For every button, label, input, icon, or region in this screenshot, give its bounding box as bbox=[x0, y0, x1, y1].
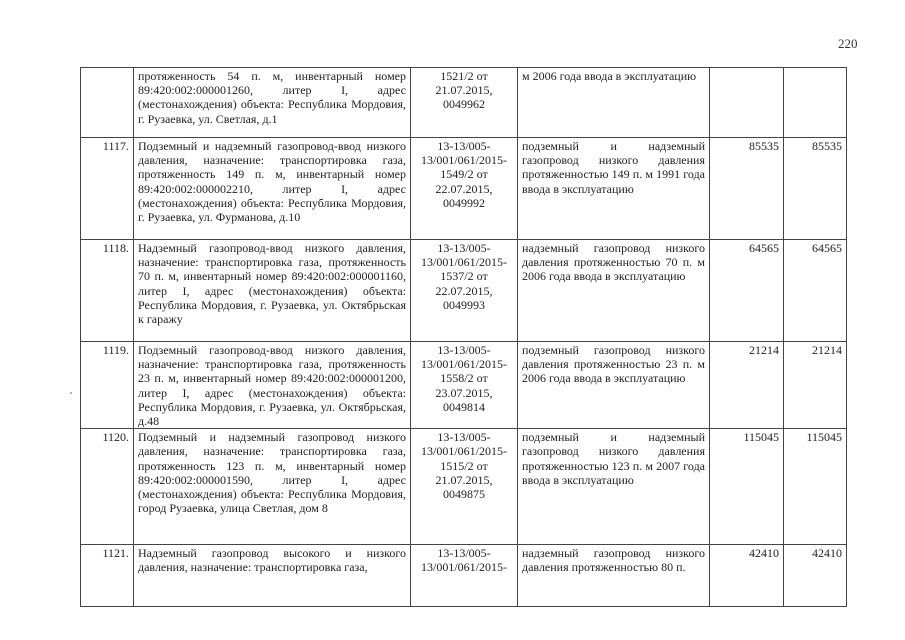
value-cell-2: 42410 bbox=[784, 545, 847, 607]
object-description: Надземный газопровод высокого и низкого давления, назначение: транспортировка газа, bbox=[134, 545, 411, 607]
row-number: 1121. bbox=[81, 545, 134, 607]
object-characteristics: подземный и надземный газопровод низкого давления протяженностью 123 п. м 2007 года ввода в эксплуатацию bbox=[518, 429, 710, 545]
value-cell-1: 115045 bbox=[710, 429, 784, 545]
registration-record: 13-13/005-13/001/061/2015-1558/2 от 23.07.2015, 0049814 bbox=[411, 342, 518, 429]
registry-table bbox=[80, 67, 847, 607]
object-characteristics: надземный газопровод низкого давления протяженностью 70 п. м 2006 года ввода в эксплуатацию bbox=[518, 240, 710, 342]
table-row bbox=[81, 138, 847, 240]
value-cell-1 bbox=[710, 68, 784, 138]
object-description: Подземный газопровод-ввод низкого давления, назначение: транспортировка газа, протяженность 23 п. м, инвентарный номер 89:420:002:000001200, литер I, адрес (местонахождения) объекта: Республика Мордовия, г. Рузаевка, ул. Октябрьская, д.48 bbox=[134, 342, 411, 429]
object-characteristics: надземный газопровод низкого давления протяженностью 80 п. bbox=[518, 545, 710, 607]
table-row bbox=[81, 342, 847, 429]
table-row bbox=[81, 68, 847, 138]
table-row bbox=[81, 240, 847, 342]
value-cell-2: 21214 bbox=[784, 342, 847, 429]
scan-speck bbox=[70, 392, 72, 394]
object-characteristics: подземный газопровод низкого давления протяженностью 23 п. м 2006 года ввода в эксплуатацию bbox=[518, 342, 710, 429]
row-number: 1117. bbox=[81, 138, 134, 240]
table-row bbox=[81, 429, 847, 545]
registration-record: 13-13/005-13/001/061/2015- bbox=[411, 545, 518, 607]
value-cell-1: 42410 bbox=[710, 545, 784, 607]
object-description: протяженность 54 п. м, инвентарный номер 89:420:002:000001260, литер I, адрес (местонахождения) объекта: Республика Мордовия, г. Рузаевка, ул. Светлая, д.1 bbox=[134, 68, 411, 138]
object-characteristics: подземный и надземный газопровод низкого давления протяженностью 149 п. м 1991 года ввода в эксплуатацию bbox=[518, 138, 710, 240]
registration-record: 13-13/005-13/001/061/2015-1549/2 от 22.07.2015, 0049992 bbox=[411, 138, 518, 240]
value-cell-2: 64565 bbox=[784, 240, 847, 342]
value-cell-2: 85535 bbox=[784, 138, 847, 240]
row-number bbox=[81, 68, 134, 138]
value-cell-2: 115045 bbox=[784, 429, 847, 545]
object-description: Подземный и надземный газопровод низкого давления, назначение: транспортировка газа, протяженность 123 п. м, инвентарный номер 89:420:002:000001590, литер I, адрес (местонахождения) объекта: Республика Мордовия, город Рузаевка, улица Светлая, дом 8 bbox=[134, 429, 411, 545]
object-description: Надземный газопровод-ввод низкого давления, назначение: транспортировка газа, протяженность 70 п. м, инвентарный номер 89:420:002:000001160, литер I, адрес (местонахождения) объекта: Республика Мордовия, г. Рузаевка, ул. Октябрьская к гаражу bbox=[134, 240, 411, 342]
row-number: 1118. bbox=[81, 240, 134, 342]
registration-record: 1521/2 от 21.07.2015, 0049962 bbox=[411, 68, 518, 138]
value-cell-2 bbox=[784, 68, 847, 138]
value-cell-1: 85535 bbox=[710, 138, 784, 240]
row-number: 1120. bbox=[81, 429, 134, 545]
value-cell-1: 21214 bbox=[710, 342, 784, 429]
table-row bbox=[81, 545, 847, 607]
page-number: 220 bbox=[838, 36, 858, 51]
registration-record: 13-13/005-13/001/061/2015-1515/2 от 21.07.2015, 0049875 bbox=[411, 429, 518, 545]
value-cell-1: 64565 bbox=[710, 240, 784, 342]
object-description: Подземный и надземный газопровод-ввод низкого давления, назначение: транспортировка газа, протяженность 149 п. м, инвентарный номер 89:420:002:000002210, литер I, адрес (местонахождения) объекта: Республика Мордовия, г. Рузаевка, ул. Фурманова, д.10 bbox=[134, 138, 411, 240]
row-number: 1119. bbox=[81, 342, 134, 429]
object-characteristics: м 2006 года ввода в эксплуатацию bbox=[518, 68, 710, 138]
registration-record: 13-13/005-13/001/061/2015-1537/2 от 22.07.2015, 0049993 bbox=[411, 240, 518, 342]
